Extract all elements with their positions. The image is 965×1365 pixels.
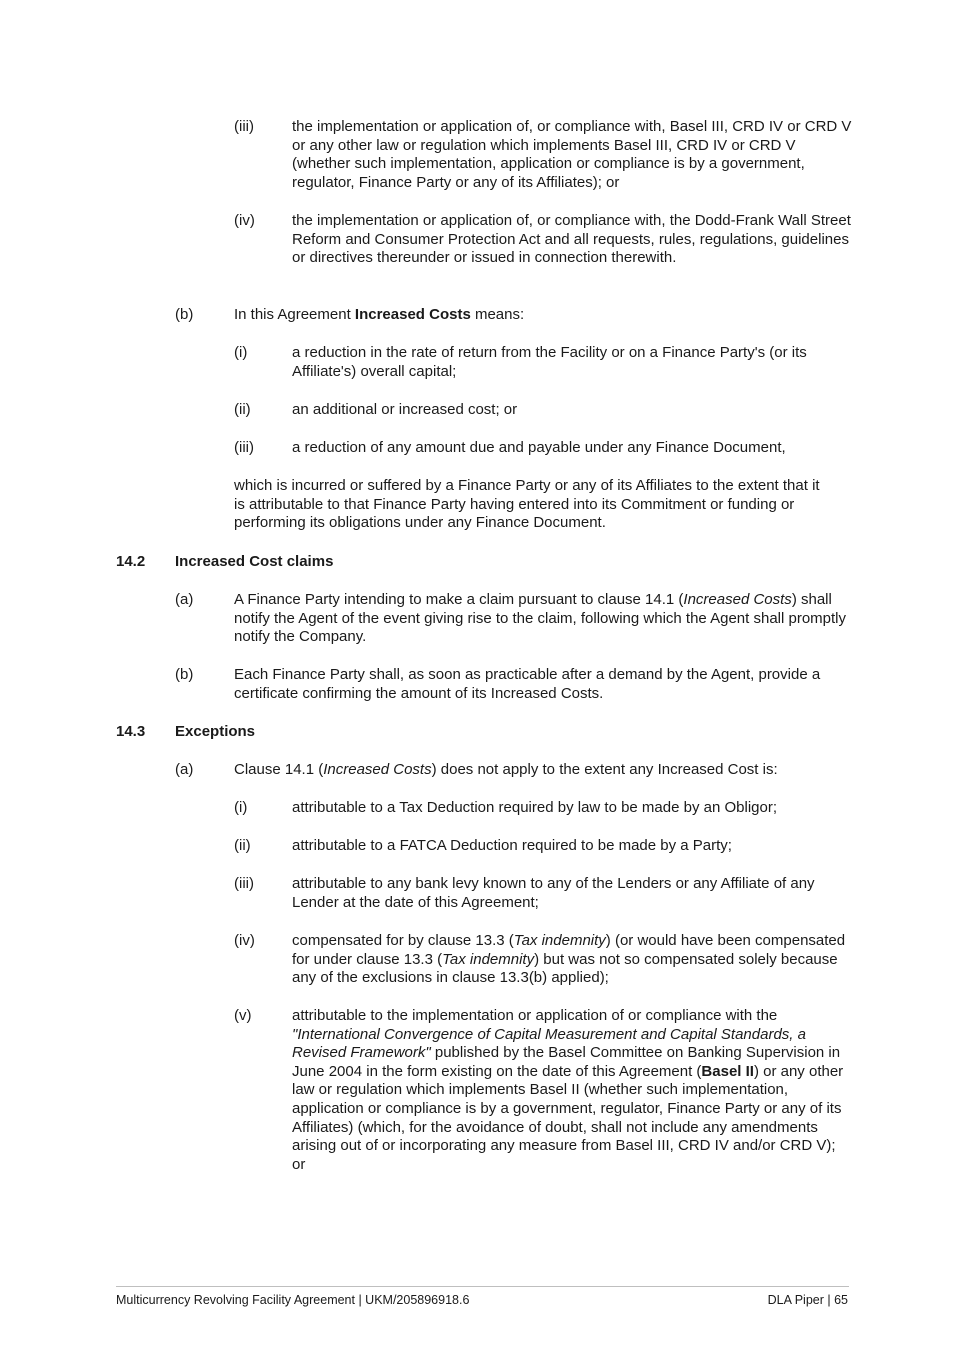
cross-reference: Tax indemnity [442,950,535,968]
clause-text [234,591,848,647]
footer-document-reference: Multicurrency Revolving Facility Agreement | UKM/205896918.6 [116,1293,470,1307]
clause-number: (a) [175,761,194,778]
defined-term: Increased Costs [354,306,471,323]
clause-number: (iv) [234,212,255,229]
text-run: In this Agreement [234,306,355,323]
clause-number: (iv) [234,932,255,949]
clause-number: (ii) [234,401,251,418]
text-run: ) does not apply to the extent any Increased Cost is: [431,761,778,778]
cross-reference: Tax indemnity [513,932,606,949]
text-run: ) or any other law or regulation which implements Basel II (whether such implementation, application or compliance is by a government, regulator, Finance Party or any of its Affiliates) (which, for the avoidance of doubt, shall not include any amendments arising out of or incorporating any measure from Basel III, CRD IV and/or CRD V); or [292,1062,844,1173]
clause-text: attributable to any bank levy known to any of the Lenders or any Affiliate of any Lender at the date of this Agreement; [292,875,815,911]
text-run: Clause 14.1 ( [234,761,324,778]
clause-text: Each Finance Party shall, as soon as practicable after a demand by the Agent, provide a certificate confirming the amount of its Increased Costs. [234,666,821,702]
clause-text: which is incurred or suffered by a Finance Party or any of its Affiliates to the extent that it is attributable to that Finance Party having entered into its Commitment or funding or performing its obligations under any Finance Document. [234,477,820,532]
clause-number: (ii) [234,837,251,854]
text-run: published by the Basel Committee on Banking Supervision in June 2004 in the form existing on the date of this Agreement ( [292,1044,841,1080]
clause-text: the implementation or application of, or compliance with, the Dodd-Frank Wall Street Reform and Consumer Protection Act and all requests, rules, regulations, guidelines or directives thereunder or issued in connection therewith. [292,212,851,267]
quoted-title: "International Convergence of Capital Measurement and Capital Standards, a Revised Framework" [292,1025,806,1062]
cross-reference: Increased Costs [323,761,432,778]
clause-number: (iii) [234,118,254,135]
clause-number: (i) [234,344,248,361]
text-run: A Finance Party intending to make a claim pursuant to clause 14.1 ( [234,591,684,608]
clause-text: the implementation or application of, or compliance with, Basel III, CRD IV or CRD V or any other law or regulation which implements Basel III, CRD IV or CRD V (whether such implementation, application or compliance is by a government, regulator, Finance Party or any of its Affiliates); or [292,118,852,191]
section-number: 14.3 [116,723,146,740]
clause-text [292,932,852,988]
section-title: Exceptions [175,723,256,740]
clause-text: an additional or increased cost; or [292,401,518,418]
clause-text: a reduction in the rate of return from the Facility or on a Finance Party's (or its Affiliate's) overall capital; [292,344,807,380]
section-title: Increased Cost claims [175,553,334,570]
clause-text: attributable to a FATCA Deduction required to be made by a Party; [292,837,732,854]
clause-text [292,1007,852,1174]
text-run: ) but was not so compensated solely because any of the exclusions in clause 13.3(b) applied); [292,950,838,987]
cross-reference: Increased Costs [683,591,792,608]
clause-number: (b) [175,306,194,323]
text-run: means: [470,306,525,323]
clause-number: (b) [175,666,194,683]
clause-number: (v) [234,1007,252,1024]
clause-text: a reduction of any amount due and payable under any Finance Document, [292,439,786,456]
text-run: ) (or would have been compensated for under clause 13.3 ( [292,932,846,968]
text-run: compensated for by clause 13.3 ( [292,932,514,949]
text-run: attributable to the implementation or application of or compliance with the [292,1007,778,1024]
footer-divider [116,1286,849,1287]
clause-number: (iii) [234,875,254,892]
clause-number: (iii) [234,439,254,456]
clause-text [234,761,848,780]
clause-text [234,306,848,325]
text-run: ) shall notify the Agent of the event giving rise to the claim, following which the Agent shall promptly notify the Company. [234,591,847,646]
defined-term: Basel II [701,1062,754,1080]
clause-text: attributable to a Tax Deduction required by law to be made by an Obligor; [292,799,778,816]
clause-number: (a) [175,591,194,608]
footer-page-number: DLA Piper | 65 [767,1293,848,1307]
section-number: 14.2 [116,553,146,570]
clause-number: (i) [234,799,248,816]
